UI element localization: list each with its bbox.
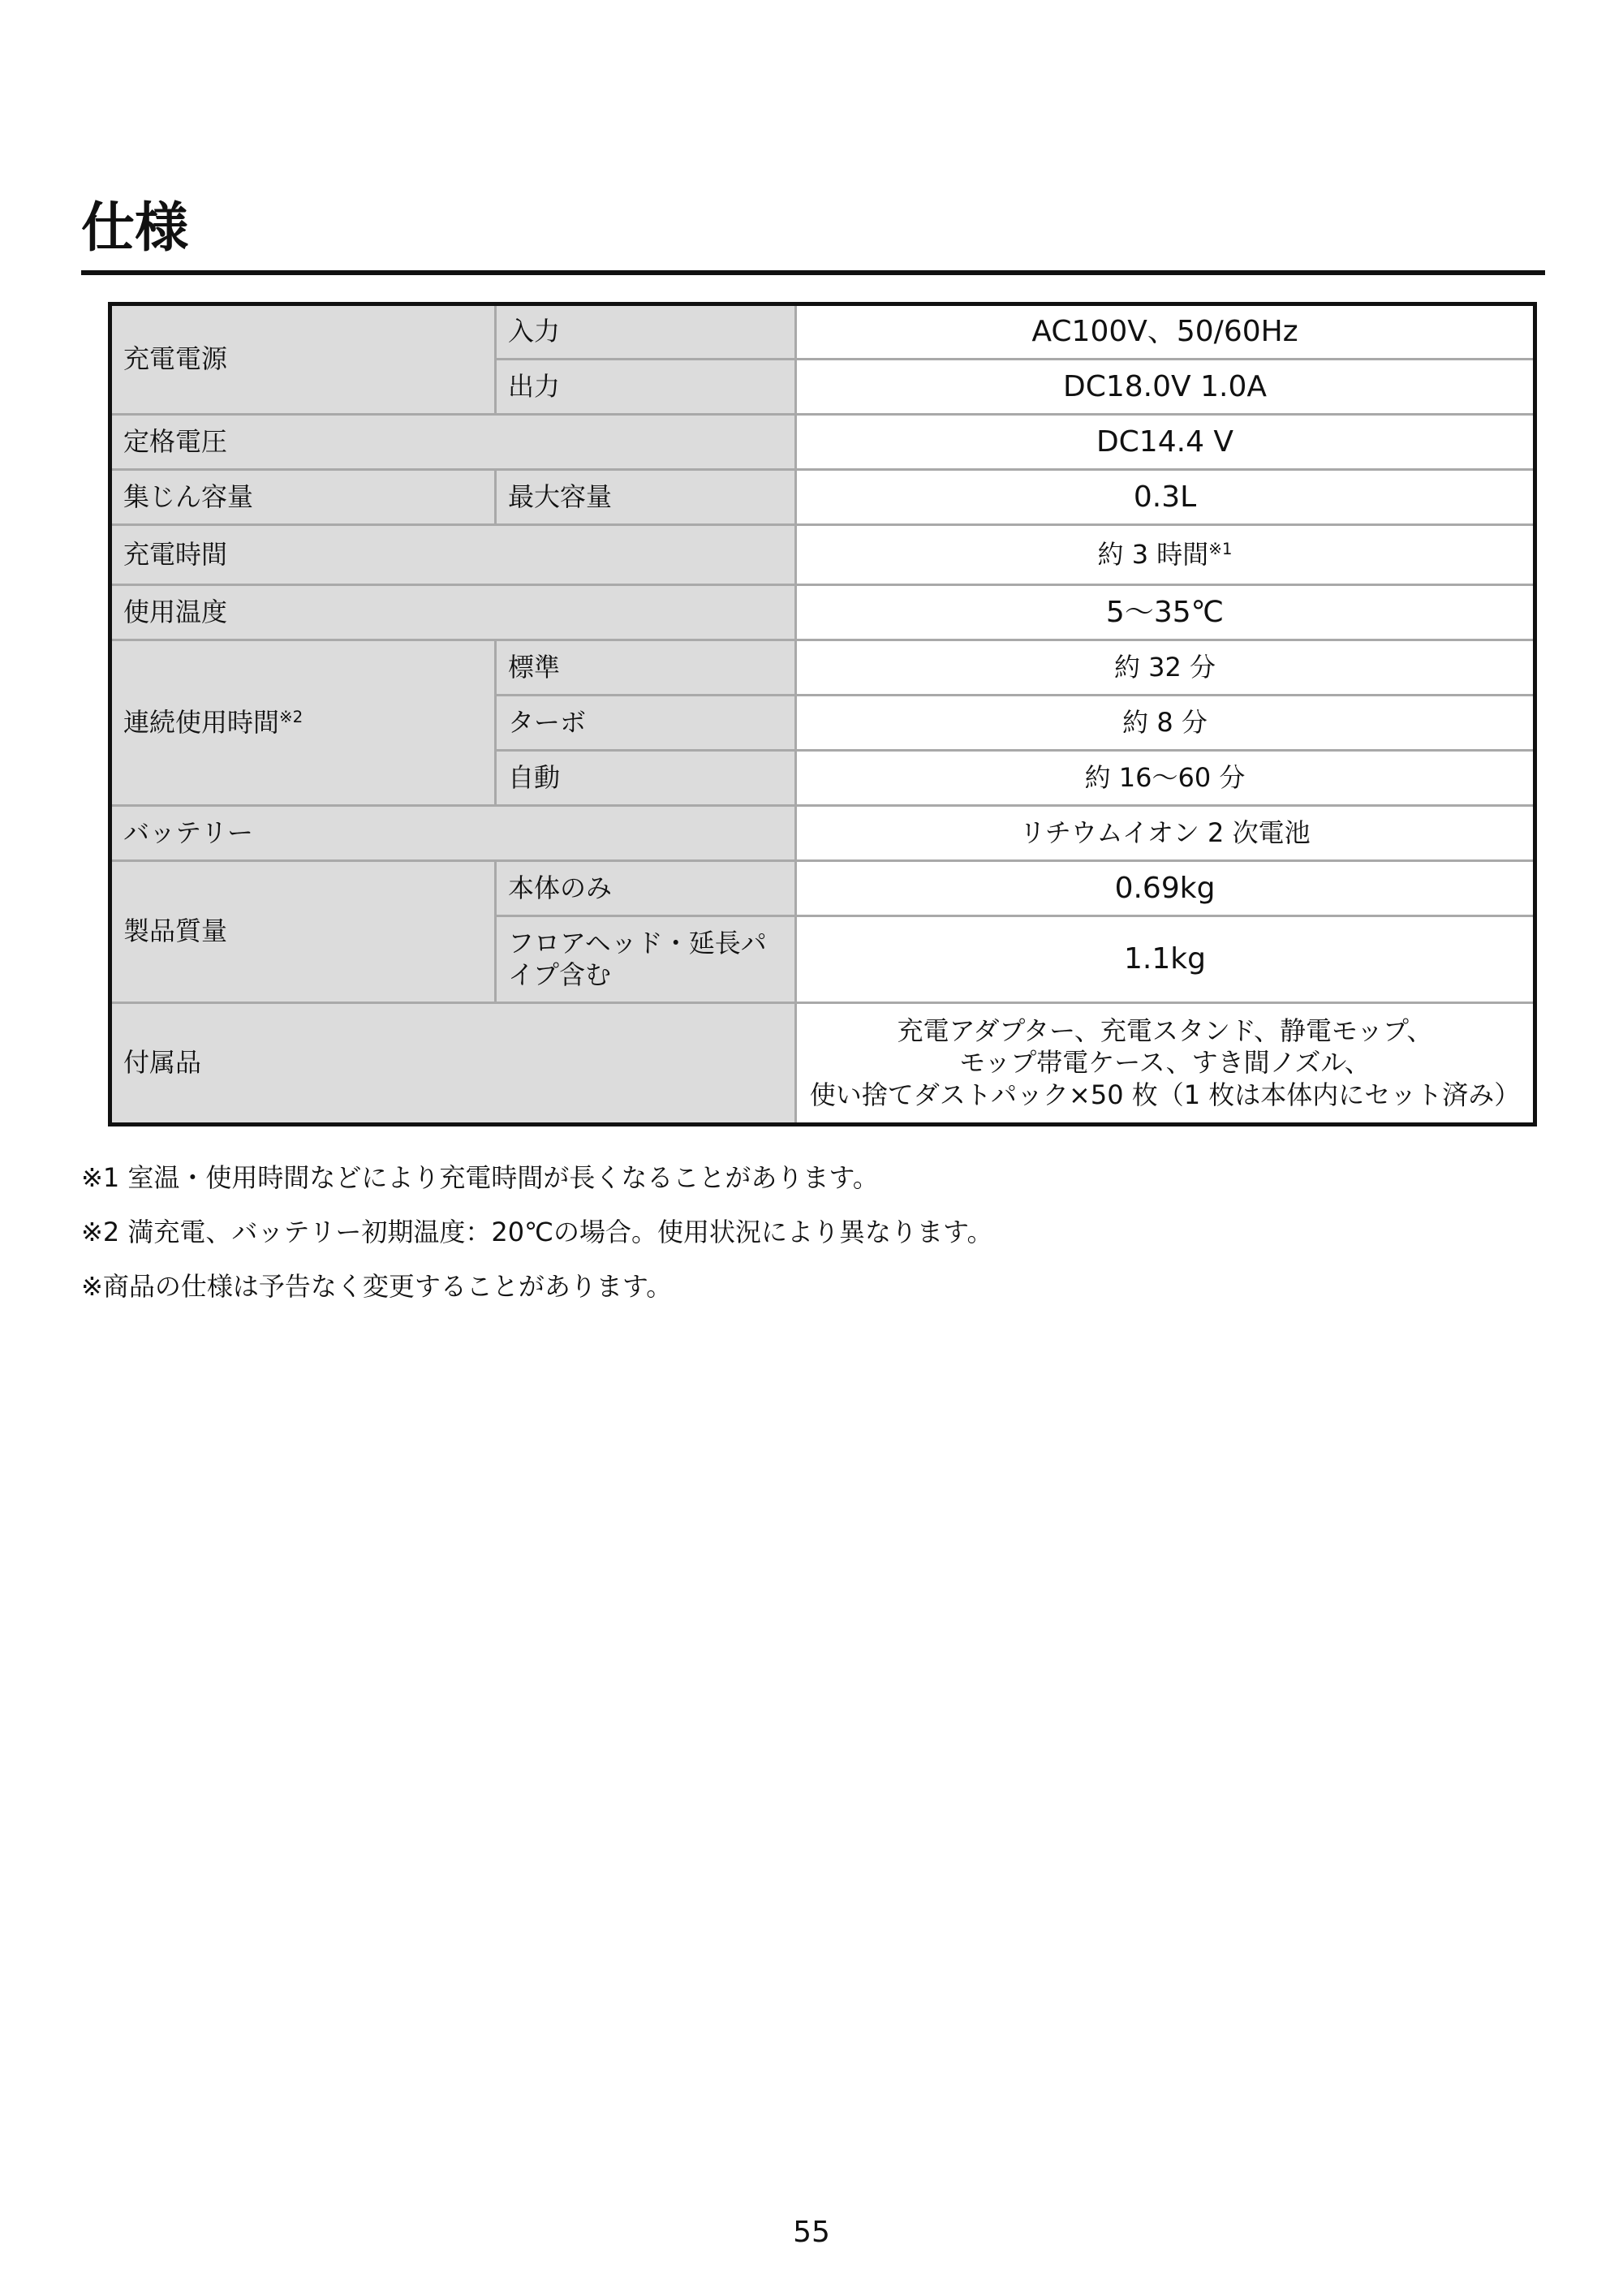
title-underline xyxy=(81,270,1545,275)
table-row xyxy=(110,585,1535,640)
value-line: モップ帯電ケース、すき間ノズル、 xyxy=(959,1047,1371,1079)
row-label: 製品質量 xyxy=(110,861,496,1003)
row-label: 充電時間 xyxy=(110,525,796,585)
spec-table xyxy=(108,302,1537,1126)
table-row xyxy=(110,861,1535,916)
row-value: 5～35℃ xyxy=(796,585,1535,640)
row-sublabel: 入力 xyxy=(496,304,796,360)
row-value: DC18.0V 1.0A xyxy=(796,360,1535,415)
row-value: 約 8 分 xyxy=(796,696,1535,751)
row-sublabel: ターボ xyxy=(496,696,796,751)
table-row xyxy=(110,304,1535,360)
table-row xyxy=(110,415,1535,470)
footnote: ※2 満充電、バッテリー初期温度：20℃の場合。使用状況により異なります。 xyxy=(81,1217,993,1247)
page-number: 55 xyxy=(793,2216,830,2249)
row-value: 0.3L xyxy=(796,470,1535,525)
row-label: 付属品 xyxy=(110,1003,796,1125)
page-title: 仕様 xyxy=(81,196,188,259)
row-sublabel: 出力 xyxy=(496,360,796,415)
row-label: 定格電圧 xyxy=(110,415,796,470)
row-value: 約 16～60 分 xyxy=(796,751,1535,806)
value-line: 使い捨てダストパック×50 枚（1 枚は本体内にセット済み） xyxy=(809,1079,1521,1110)
table-row xyxy=(110,470,1535,525)
row-value: 1.1kg xyxy=(796,916,1535,1003)
row-label xyxy=(110,640,496,806)
footnotes xyxy=(81,1151,992,1314)
value-text: 約 3 時間 xyxy=(1097,538,1209,570)
table-row xyxy=(110,525,1535,585)
row-value: AC100V、50/60Hz xyxy=(796,304,1535,360)
table-row xyxy=(110,806,1535,861)
table-row xyxy=(110,640,1535,696)
footnote-marker: ※2 xyxy=(279,708,304,727)
footnote: ※商品の仕様は予告なく変更することがあります。 xyxy=(81,1271,673,1302)
table-row xyxy=(110,1003,1535,1125)
row-sublabel: フロアヘッド・延長パイプ含む xyxy=(496,916,796,1003)
row-value: DC14.4 V xyxy=(796,415,1535,470)
row-label: 集じん容量 xyxy=(110,470,496,525)
label-text: 連続使用時間 xyxy=(123,706,280,738)
row-sublabel: 本体のみ xyxy=(496,861,796,916)
row-value xyxy=(796,525,1535,585)
row-value: 約 32 分 xyxy=(796,640,1535,696)
value-line: 充電アダプター、充電スタンド、静電モップ、 xyxy=(897,1015,1433,1047)
row-label: 使用温度 xyxy=(110,585,796,640)
row-sublabel: 自動 xyxy=(496,751,796,806)
row-value: リチウムイオン 2 次電池 xyxy=(796,806,1535,861)
row-sublabel: 最大容量 xyxy=(496,470,796,525)
row-value: 0.69kg xyxy=(796,861,1535,916)
row-value xyxy=(796,1003,1535,1125)
row-label: 充電電源 xyxy=(110,304,496,415)
row-sublabel: 標準 xyxy=(496,640,796,696)
footnote-marker: ※1 xyxy=(1208,540,1233,559)
row-label: バッテリー xyxy=(110,806,796,861)
footnote: ※1 室温・使用時間などにより充電時間が長くなることがあります。 xyxy=(81,1162,879,1193)
